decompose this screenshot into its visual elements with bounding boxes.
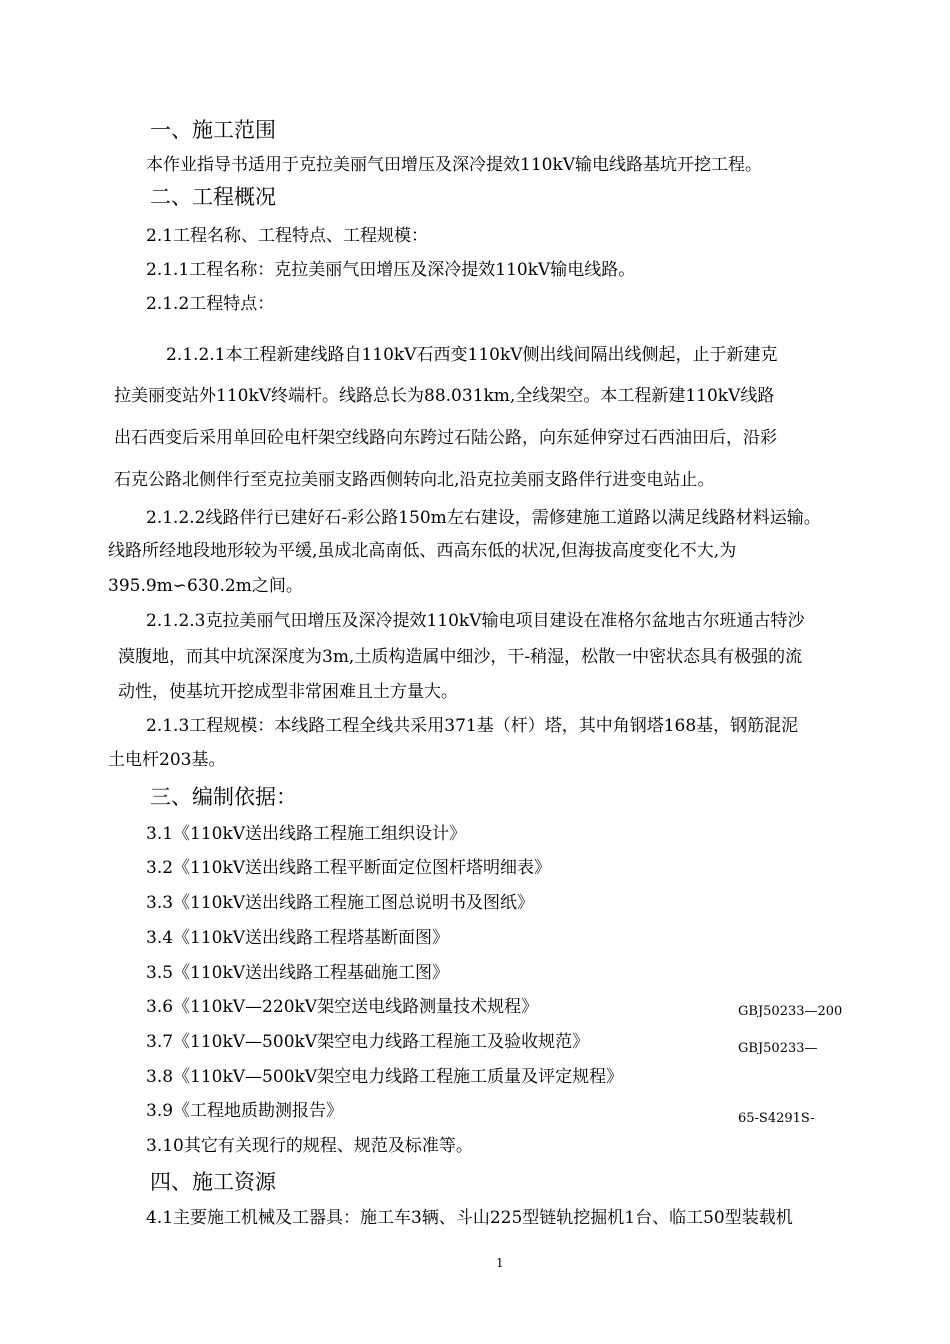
para-2-1-2: 2.1.2工程特点： xyxy=(146,294,275,314)
para-2-1-2-3-line: 漠腹地，而其中坑深深度为3m,土质构造属中细沙，干-稍湿，松散一中密状态具有极强的流 xyxy=(118,647,803,667)
para-2-1-2-1-line: 2.1.2.1本工程新建线路自110kV石西变110kV侧出线间隔出线侧起，止于新建克 xyxy=(166,345,778,365)
para-2-1-1: 2.1.1工程名称：克拉美丽气田增压及深冷提效110kV输电线路。 xyxy=(146,260,636,280)
ref-item: 3.1《110kV送出线路工程施工组织设计》 xyxy=(146,824,467,844)
ref-item: 3.10其它有关现行的规程、规范及标准等。 xyxy=(146,1136,473,1156)
para-2-1-3-line: 土电杆203基。 xyxy=(108,750,226,770)
section-3-heading: 三、编制依据： xyxy=(150,785,297,809)
ref-item: 3.4《110kV送出线路工程塔基断面图》 xyxy=(146,928,450,948)
ref-item: 3.8《110kV—500kV架空电力线路工程施工质量及评定规程》 xyxy=(146,1067,624,1087)
para-4-1: 4.1主要施工机械及工器具：施工车3辆、斗山225型链轨挖掘机1台、临工50型装载机 xyxy=(146,1208,793,1228)
section-1-body: 本作业指导书适用于克拉美丽气田增压及深冷提效110kV输电线路基坑开挖工程。 xyxy=(146,155,763,175)
ref-item: 3.3《110kV送出线路工程施工图总说明书及图纸》 xyxy=(146,893,535,913)
ref-item: 3.9《工程地质勘测报告》 xyxy=(146,1101,344,1121)
para-2-1-2-3-line: 2.1.2.3克拉美丽气田增压及深冷提效110kV输电项目建设在准格尔盆地古尔班通古特沙 xyxy=(146,611,805,631)
para-2-1-2-1-line: 出石西变后采用单回砼电杆架空线路向东跨过石陆公路，向东延伸穿过石西油田后，沿彩 xyxy=(114,428,777,448)
section-2-heading: 二、工程概况 xyxy=(150,185,276,209)
ref-code: 65-S4291S- xyxy=(738,1111,815,1124)
ref-code: GBJ50233— xyxy=(738,1041,818,1054)
ref-item: 3.7《110kV—500kV架空电力线路工程施工及验收规范》 xyxy=(146,1032,590,1052)
ref-item: 3.5《110kV送出线路工程基础施工图》 xyxy=(146,963,450,983)
ref-code: GBJ50233—200 xyxy=(738,1004,843,1017)
para-2-1: 2.1工程名称、工程特点、工程规模： xyxy=(146,226,429,246)
para-2-1-3-line: 2.1.3工程规模：本线路工程全线共采用371基（杆）塔，其中角钢塔168基，钢筋混泥 xyxy=(146,716,799,736)
para-2-1-2-2-line: 线路所经地段地形较为平缓,虽成北高南低、西高东低的状况,但海拔高度变化不大,为 xyxy=(108,541,737,561)
ref-item: 3.6《110kV—220kV架空送电线路测量技术规程》 xyxy=(146,997,539,1017)
ref-item: 3.2《110kV送出线路工程平断面定位图杆塔明细表》 xyxy=(146,858,552,878)
section-1-heading: 一、施工范围 xyxy=(150,118,276,142)
page-number: 1 xyxy=(496,1256,504,1270)
para-2-1-2-1-line: 石克公路北侧伴行至克拉美丽支路西侧转向北,沿克拉美丽支路伴行进变电站止。 xyxy=(114,470,715,490)
para-2-1-2-3-line: 动性，使基坑开挖成型非常困难且土方量大。 xyxy=(118,682,458,702)
para-2-1-2-2-line: 2.1.2.2线路伴行已建好石-彩公路150m左右建设，需修建施工道路以满足线路材料运输。 xyxy=(146,508,821,528)
para-2-1-2-2-line: 395.9m∽630.2m之间。 xyxy=(108,576,303,596)
section-4-heading: 四、施工资源 xyxy=(150,1170,276,1194)
para-2-1-2-1-line: 拉美丽变站外110kV终端杆。线路总长为88.031km,全线架空。本工程新建110kV线路 xyxy=(114,386,775,406)
